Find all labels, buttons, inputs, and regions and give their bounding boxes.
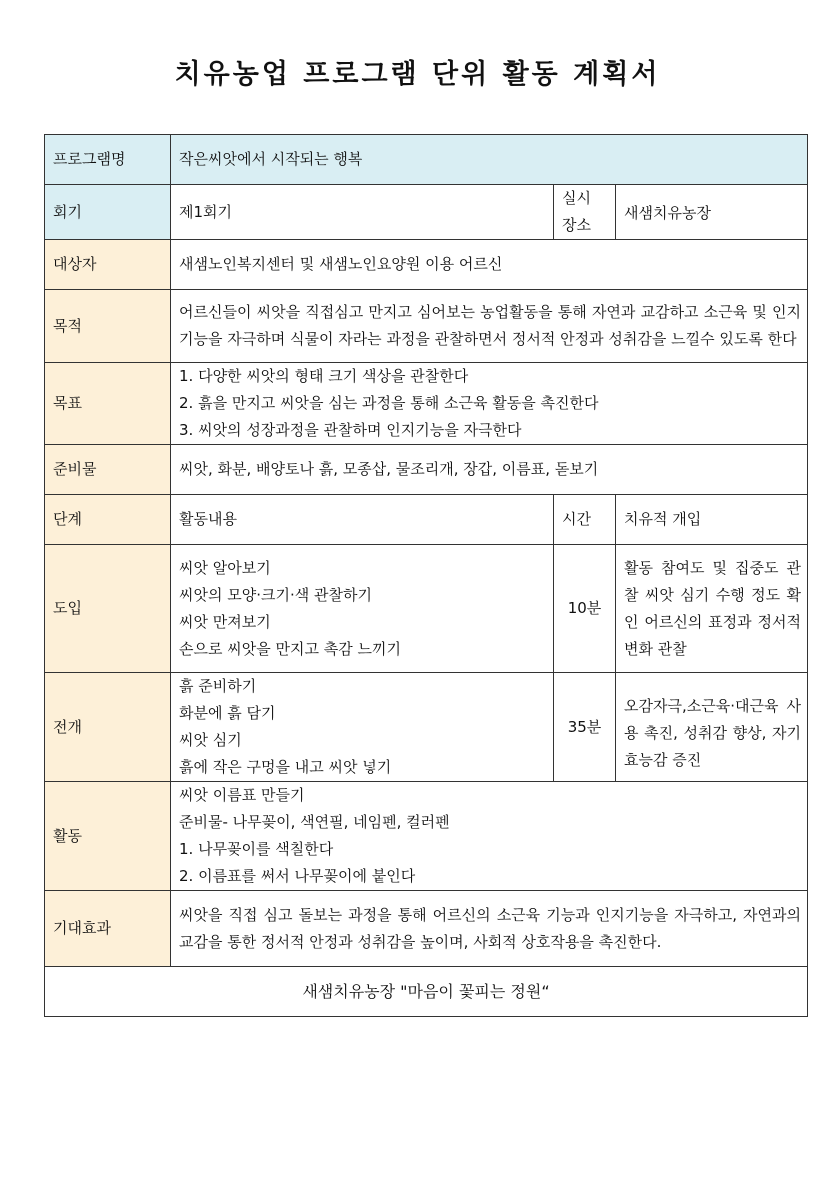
session-label: 회기 (45, 185, 171, 240)
purpose-label: 목적 (45, 290, 171, 363)
goals-label: 목표 (45, 363, 171, 445)
stage-label: 도입 (45, 545, 171, 673)
materials-row (45, 445, 808, 495)
goals-list (171, 363, 808, 445)
footer-text: 새샘치유농장 "마음이 꽃피는 정원“ (45, 967, 808, 1017)
target-value: 새샘노인복지센터 및 새샘노인요양원 이용 어르신 (171, 240, 808, 290)
program-row (45, 135, 808, 185)
stage-header-stage: 단계 (45, 495, 171, 545)
activity-plan-table (44, 134, 808, 1017)
footer-row (45, 967, 808, 1017)
program-value: 작은씨앗에서 시작되는 행복 (171, 135, 808, 185)
stage-header-row (45, 495, 808, 545)
target-row (45, 240, 808, 290)
document-title: 치유농업 프로그램 단위 활동 계획서 (174, 59, 661, 90)
stage-label: 전개 (45, 673, 171, 782)
activity-label: 활동 (45, 782, 171, 891)
stage-intervention: 오감자극,소근육·대근육 사용 촉진, 성취감 향상, 자기효능감 증진 (616, 673, 808, 782)
effect-label: 기대효과 (45, 891, 171, 967)
purpose-value: 어르신들이 씨앗을 직접심고 만지고 심어보는 농업활동을 통해 자연과 교감하고 소근육 및 인지기능을 자극하며 식물이 자라는 과정을 관찰하면서 정서적 안정과 성취감을 느낄수 있도록 한다 (171, 290, 808, 363)
stage-header-intervention: 치유적 개입 (616, 495, 808, 545)
stage-content-item: 씨앗의 모양·크기·색 관찰하기 (179, 585, 372, 604)
stage-content (171, 545, 554, 673)
stage-content-item: 흙에 작은 구멍을 내고 씨앗 넣기 (179, 758, 392, 776)
activity-item: 씨앗 이름표 만들기 (179, 786, 305, 804)
effect-row (45, 891, 808, 967)
place-label (554, 185, 616, 240)
goals-row (45, 363, 808, 445)
session-value: 제1회기 (171, 185, 554, 240)
goal-item: 1. 다양한 씨앗의 형태 크기 색상을 관찰한다 (179, 367, 469, 385)
stage-row-development (45, 673, 808, 782)
target-label: 대상자 (45, 240, 171, 290)
program-label: 프로그램명 (45, 135, 171, 185)
stage-time: 10분 (554, 545, 616, 673)
stage-time: 35분 (554, 673, 616, 782)
activity-item: 준비물- 나무꽂이, 색연필, 네임펜, 컬러펜 (179, 813, 450, 831)
goal-item: 3. 씨앗의 성장과정을 관찰하며 인지기능을 자극한다 (179, 421, 522, 439)
place-label-line: 장소 (562, 216, 591, 234)
stage-intervention: 활동 참여도 및 집중도 관찰 씨앗 심기 수행 정도 확인 어르신의 표정과 정서적 변화 관찰 (616, 545, 808, 673)
activity-item: 2. 이름표를 써서 나무꽂이에 붙인다 (179, 867, 416, 885)
effect-value: 씨앗을 직접 심고 돌보는 과정을 통해 어르신의 소근육 기능과 인지기능을 자극하고, 자연과의 교감을 통한 정서적 안정과 성취감을 높이며, 사회적 상호작용을 촉진한다. (171, 891, 808, 967)
place-value: 새샘치유농장 (616, 185, 808, 240)
stage-header-content: 활동내용 (171, 495, 554, 545)
stage-content-item: 씨앗 알아보기 (179, 558, 271, 577)
purpose-row (45, 290, 808, 363)
stage-content-item: 화분에 흙 담기 (179, 704, 276, 722)
stage-content-item: 씨앗 심기 (179, 731, 242, 749)
stage-content (171, 673, 554, 782)
stage-content-item: 씨앗 만져보기 (179, 612, 271, 631)
place-label-line: 실시 (562, 189, 591, 207)
stage-content-item: 흙 준비하기 (179, 677, 257, 695)
materials-value: 씨앗, 화분, 배양토나 흙, 모종삽, 물조리개, 장갑, 이름표, 돋보기 (171, 445, 808, 495)
materials-label: 준비물 (45, 445, 171, 495)
stage-header-time: 시간 (554, 495, 616, 545)
goal-item: 2. 흙을 만지고 씨앗을 심는 과정을 통해 소근육 활동을 촉진한다 (179, 394, 599, 412)
activity-item: 1. 나무꽂이를 색칠한다 (179, 840, 334, 858)
stage-content-item: 손으로 씨앗을 만지고 촉감 느끼기 (179, 639, 401, 658)
session-row (45, 185, 808, 240)
stage-row-intro (45, 545, 808, 673)
activity-list (171, 782, 808, 891)
activity-row (45, 782, 808, 891)
